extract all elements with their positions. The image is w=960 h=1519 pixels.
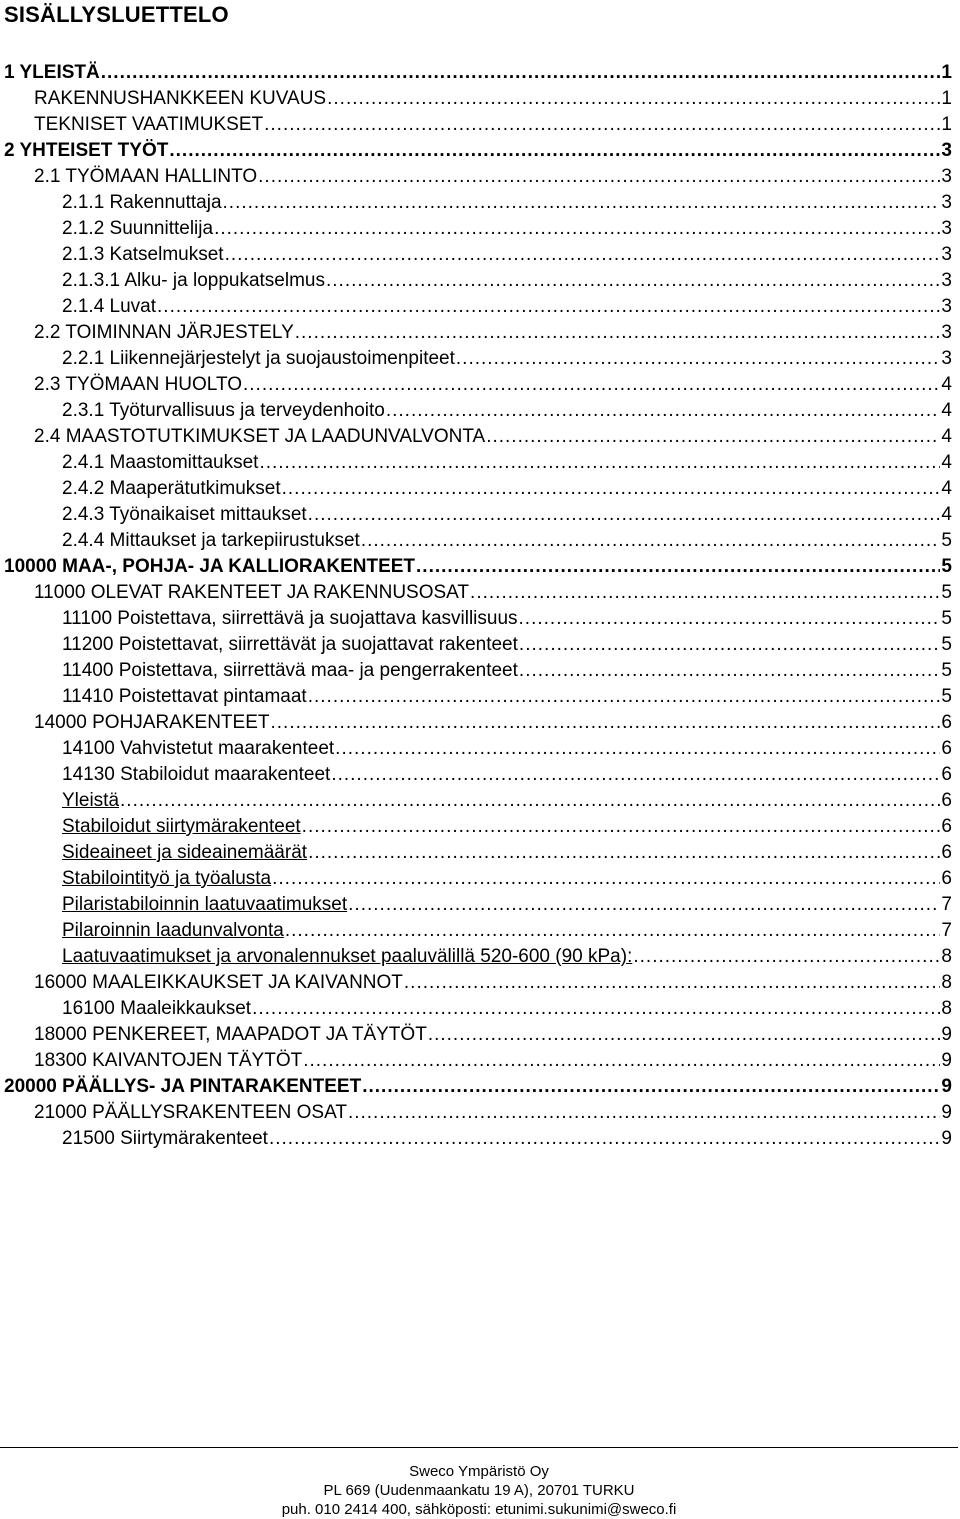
toc-entry[interactable]: [0, 346, 952, 372]
toc-entry[interactable]: [0, 1126, 952, 1152]
toc-entry[interactable]: [0, 658, 952, 684]
toc-entry[interactable]: [0, 398, 952, 424]
toc-leader-dots: [348, 1100, 940, 1126]
toc-leader-dots: [633, 944, 940, 970]
toc-entry-page: 7: [941, 920, 952, 941]
toc-leader-dots: [362, 1074, 940, 1100]
footer: [0, 1462, 958, 1519]
toc-leader-dots: [269, 1126, 940, 1152]
toc-entry[interactable]: [0, 944, 952, 970]
toc-entry[interactable]: [0, 112, 952, 138]
toc-entry-title: 2.2.1 Liikennejärjestelyt ja suojaustoimenpiteet: [62, 348, 455, 369]
toc-entry-title: 11100 Poistettava, siirrettävä ja suojattava kasvillisuus: [62, 608, 518, 629]
toc-leader-dots: [519, 606, 941, 632]
toc-entry[interactable]: [0, 450, 952, 476]
toc-entry-page: 6: [941, 738, 952, 759]
toc-entry-title: 18300 KAIVANTOJEN TÄYTÖT: [34, 1050, 303, 1071]
toc-entry-page: 9: [941, 1024, 952, 1045]
toc-leader-dots: [331, 762, 940, 788]
toc-entry-title: 2.3 TYÖMAAN HUOLTO: [34, 374, 242, 395]
toc-entry-page: 6: [941, 868, 952, 889]
toc-entry-page: 4: [941, 374, 952, 395]
toc-entry-title: 20000 PÄÄLLYS- JA PINTARAKENTEET: [4, 1076, 362, 1097]
toc-leader-dots: [252, 996, 940, 1022]
toc-entry[interactable]: [0, 710, 952, 736]
toc-entry-page: 6: [941, 764, 952, 785]
toc-entry[interactable]: [0, 814, 952, 840]
toc-leader-dots: [486, 424, 940, 450]
toc-entry-title: 2 YHTEISET TYÖT: [4, 140, 169, 161]
toc-leader-dots: [120, 788, 940, 814]
toc-entry[interactable]: [0, 294, 952, 320]
toc-entry-page: 3: [941, 348, 952, 369]
toc-entry[interactable]: [0, 736, 952, 762]
toc-entry-title: RAKENNUSHANKKEEN KUVAUS: [34, 88, 327, 109]
toc-entry[interactable]: [0, 606, 952, 632]
toc-leader-dots: [214, 216, 940, 242]
toc-leader-dots: [519, 658, 941, 684]
toc-entry-title: 2.1.2 Suunnittelija: [62, 218, 214, 239]
toc-entry-page: 8: [941, 946, 952, 967]
toc-entry-page: 3: [941, 296, 952, 317]
toc-entry-title: 14130 Stabiloidut maarakenteet: [62, 764, 331, 785]
toc-entry[interactable]: [0, 554, 952, 580]
toc-entry-title: Pilaroinnin laadunvalvonta: [62, 920, 284, 941]
toc-leader-dots: [285, 918, 941, 944]
toc-entry[interactable]: [0, 970, 952, 996]
toc-leader-dots: [225, 242, 941, 268]
toc-entry-page: 9: [941, 1050, 952, 1071]
toc-entry-page: 6: [941, 790, 952, 811]
toc-entry-page: 8: [941, 972, 952, 993]
toc-leader-dots: [470, 580, 940, 606]
page-title: SISÄLLYSLUETTELO: [4, 2, 229, 27]
toc-entry-title: Laatuvaatimukset ja arvonalennukset paaluvälillä 520-600 (90 kPa):: [62, 946, 633, 967]
toc-entry-page: 9: [941, 1128, 952, 1149]
toc-entry-page: 5: [941, 530, 952, 551]
toc-entry-title: 21000 PÄÄLLYSRAKENTEEN OSAT: [34, 1102, 347, 1123]
toc-entry[interactable]: [0, 528, 952, 554]
toc-entry-title: 2.3.1 Työturvallisuus ja terveydenhoito: [62, 400, 385, 421]
toc-entry-page: 3: [941, 192, 952, 213]
toc-entry-title: Stabilointityö ja työalusta: [62, 868, 272, 889]
toc-entry-page: 3: [941, 140, 952, 161]
toc-entry-page: 6: [941, 842, 952, 863]
toc-entry[interactable]: [0, 242, 952, 268]
toc-entry-page: 5: [941, 634, 952, 655]
footer-address: PL 669 (Uudenmaankatu 19 A), 20701 TURKU: [323, 1482, 635, 1499]
toc-entry-title: 2.4.1 Maastomittaukset: [62, 452, 259, 473]
toc-entry-title: 2.4.3 Työnaikaiset mittaukset: [62, 504, 307, 525]
toc-entry-page: 6: [941, 712, 952, 733]
toc-entry-page: 3: [941, 218, 952, 239]
toc-leader-dots: [428, 1022, 941, 1048]
toc-entry-title: Stabiloidut siirtymärakenteet: [62, 816, 301, 837]
toc-entry[interactable]: [0, 424, 952, 450]
toc-entry-title: Sideaineet ja sideainemäärät: [62, 842, 308, 863]
toc-leader-dots: [519, 632, 941, 658]
toc-entry-title: 14000 POHJARAKENTEET: [34, 712, 270, 733]
toc-entry-page: 7: [941, 894, 952, 915]
toc-entry-page: 8: [941, 998, 952, 1019]
toc-entry-title: 21500 Siirtymärakenteet: [62, 1128, 268, 1149]
table-of-contents: [0, 60, 952, 1152]
toc-leader-dots: [258, 164, 940, 190]
toc-entry-title: 2.1.3.1 Alku- ja loppukatselmus: [62, 270, 325, 291]
toc-leader-dots: [308, 502, 941, 528]
toc-entry-page: 9: [941, 1076, 952, 1097]
toc-entry-title: 11410 Poistettavat pintamaat: [62, 686, 307, 707]
toc-leader-dots: [302, 814, 941, 840]
toc-leader-dots: [157, 294, 940, 320]
toc-entry-title: 11400 Poistettava, siirrettävä maa- ja pengerrakenteet: [62, 660, 518, 681]
toc-entry[interactable]: [0, 86, 952, 112]
toc-entry-page: 5: [941, 660, 952, 681]
toc-leader-dots: [272, 866, 940, 892]
footer-company: Sweco Ympäristö Oy: [409, 1463, 549, 1480]
footer-contact: puh. 010 2414 400, sähköposti: etunimi.sukunimi@sweco.fi: [281, 1501, 677, 1518]
toc-entry[interactable]: [0, 1048, 952, 1074]
toc-entry-title: 14100 Vahvistetut maarakenteet: [62, 738, 335, 759]
toc-entry-title: 2.1 TYÖMAAN HALLINTO: [34, 166, 258, 187]
toc-entry[interactable]: [0, 866, 952, 892]
toc-leader-dots: [270, 710, 940, 736]
toc-entry-title: 2.2 TOIMINNAN JÄRJESTELY: [34, 322, 294, 343]
toc-leader-dots: [327, 86, 940, 112]
toc-entry-title: 2.4.4 Mittaukset ja tarkepiirustukset: [62, 530, 360, 551]
toc-leader-dots: [416, 554, 940, 580]
toc-entry-page: 3: [941, 322, 952, 343]
toc-leader-dots: [243, 372, 940, 398]
toc-leader-dots: [456, 346, 941, 372]
toc-entry-page: 4: [941, 452, 952, 473]
toc-entry[interactable]: [0, 684, 952, 710]
toc-entry-title: 2.4.2 Maaperätutkimukset: [62, 478, 281, 499]
toc-entry-title: 10000 MAA-, POHJA- JA KALLIORAKENTEET: [4, 556, 416, 577]
toc-entry-title: 11200 Poistettavat, siirrettävät ja suojattavat rakenteet: [62, 634, 518, 655]
toc-entry-page: 3: [941, 270, 952, 291]
toc-entry[interactable]: [0, 320, 952, 346]
toc-entry-title: Pilaristabiloinnin laatuvaatimukset: [62, 894, 348, 915]
toc-entry[interactable]: [0, 60, 952, 86]
toc-entry-page: 5: [941, 556, 952, 577]
toc-entry-page: 9: [941, 1102, 952, 1123]
toc-entry-title: Yleistä: [62, 790, 120, 811]
toc-entry[interactable]: [0, 788, 952, 814]
toc-leader-dots: [308, 684, 941, 710]
toc-entry-page: 3: [941, 166, 952, 187]
toc-entry-page: 4: [941, 400, 952, 421]
toc-entry-page: 3: [941, 244, 952, 265]
toc-entry-page: 4: [941, 426, 952, 447]
toc-entry-title: 2.4 MAASTOTUTKIMUKSET JA LAADUNVALVONTA: [34, 426, 486, 447]
toc-entry[interactable]: [0, 216, 952, 242]
toc-entry[interactable]: [0, 164, 952, 190]
toc-entry[interactable]: [0, 138, 952, 164]
toc-entry-page: 4: [941, 478, 952, 499]
toc-leader-dots: [169, 138, 940, 164]
toc-entry[interactable]: [0, 996, 952, 1022]
toc-leader-dots: [282, 476, 941, 502]
toc-entry-page: 1: [941, 62, 952, 83]
toc-entry-page: 4: [941, 504, 952, 525]
toc-leader-dots: [259, 450, 940, 476]
toc-entry-page: 5: [941, 582, 952, 603]
toc-entry-title: 2.1.3 Katselmukset: [62, 244, 224, 265]
toc-leader-dots: [303, 1048, 940, 1074]
toc-entry[interactable]: [0, 632, 952, 658]
toc-entry-page: 6: [941, 816, 952, 837]
toc-entry-title: 18000 PENKEREET, MAAPADOT JA TÄYTÖT: [34, 1024, 427, 1045]
toc-leader-dots: [326, 268, 940, 294]
toc-entry[interactable]: [0, 1022, 952, 1048]
toc-leader-dots: [404, 970, 941, 996]
toc-entry[interactable]: [0, 892, 952, 918]
toc-entry-title: 11000 OLEVAT RAKENTEET JA RAKENNUSOSAT: [34, 582, 470, 603]
toc-entry-page: 5: [941, 686, 952, 707]
toc-entry[interactable]: [0, 580, 952, 606]
toc-entry-title: 2.1.4 Luvat: [62, 296, 157, 317]
toc-entry-page: 1: [941, 114, 952, 135]
toc-leader-dots: [101, 60, 941, 86]
toc-entry-title: 16100 Maaleikkaukset: [62, 998, 252, 1019]
toc-leader-dots: [386, 398, 941, 424]
toc-entry-title: TEKNISET VAATIMUKSET: [34, 114, 264, 135]
toc-entry-page: 5: [941, 608, 952, 629]
toc-leader-dots: [348, 892, 940, 918]
toc-entry[interactable]: [0, 476, 952, 502]
footer-divider: [0, 1447, 958, 1448]
toc-entry[interactable]: [0, 268, 952, 294]
toc-entry[interactable]: [0, 762, 952, 788]
toc-entry-page: 1: [941, 88, 952, 109]
toc-leader-dots: [223, 190, 941, 216]
toc-leader-dots: [264, 112, 940, 138]
toc-leader-dots: [335, 736, 940, 762]
toc-entry[interactable]: [0, 190, 952, 216]
toc-entry-title: 16000 MAALEIKKAUKSET JA KAIVANNOT: [34, 972, 403, 993]
toc-entry-title: 1 YLEISTÄ: [4, 62, 100, 83]
toc-entry[interactable]: [0, 840, 952, 866]
toc-entry[interactable]: [0, 918, 952, 944]
toc-entry-title: 2.1.1 Rakennuttaja: [62, 192, 222, 213]
toc-leader-dots: [361, 528, 941, 554]
toc-entry[interactable]: [0, 1074, 952, 1100]
toc-entry[interactable]: [0, 1100, 952, 1126]
toc-leader-dots: [308, 840, 940, 866]
toc-entry[interactable]: [0, 372, 952, 398]
toc-entry[interactable]: [0, 502, 952, 528]
toc-leader-dots: [295, 320, 941, 346]
